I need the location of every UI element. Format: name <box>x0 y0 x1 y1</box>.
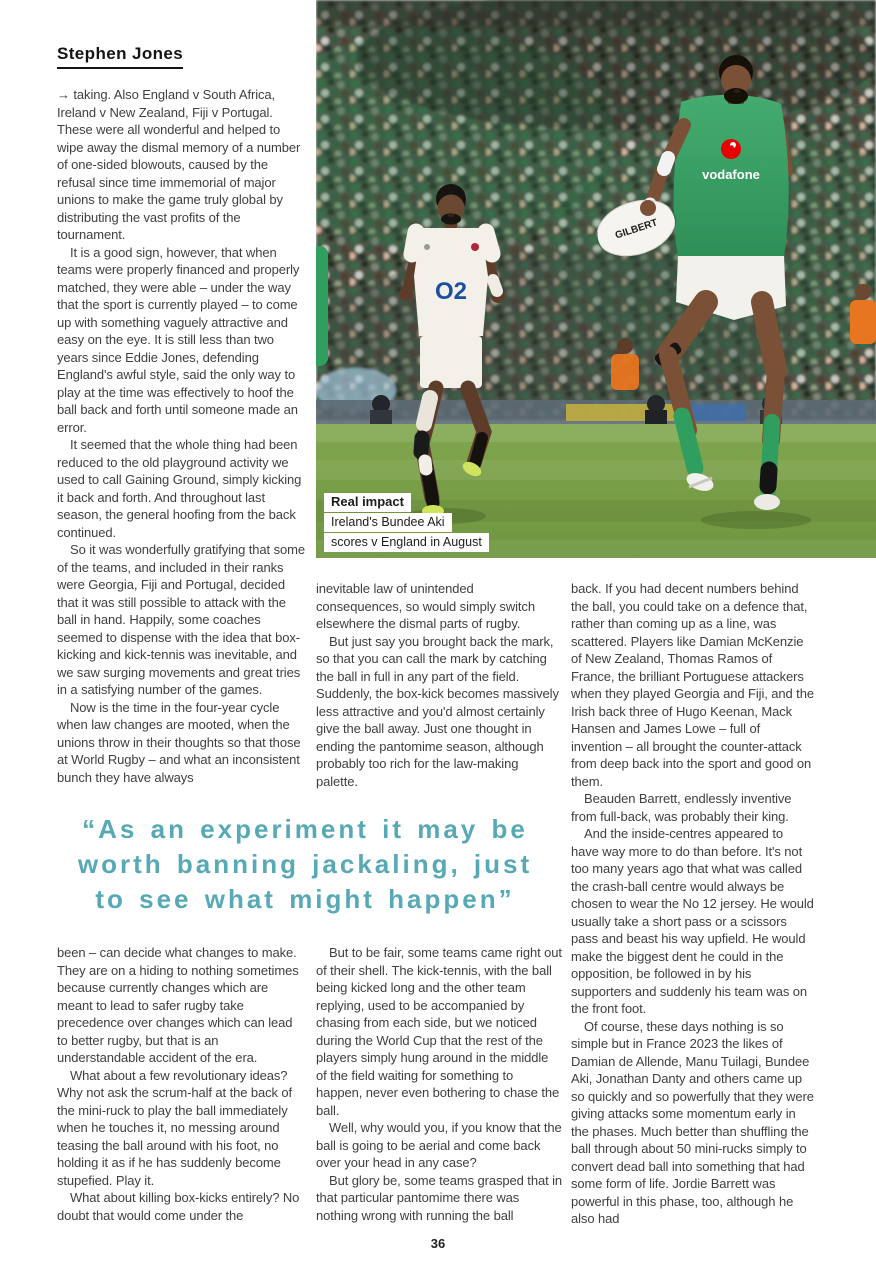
paragraph: It seemed that the whole thing had been reduced to the old playground activity we used to call Gaining Ground, simply kicking it back and forth. And throughout last season, the general hoofing from the back continued. <box>57 437 302 540</box>
england-sponsor-logo-text: O2 <box>434 278 468 305</box>
paragraph: But just say you brought back the mark, so that you can call the mark by catching the ball in full in any part of the field. Suddenly, the box-kick becomes massively less attractive and you'd almost certainly give the ball away. Just one thought in ending the pantomime season, although probably too rich for the law-making palette. <box>316 633 559 789</box>
paragraph: → taking. Also England v South Africa, Ireland v New Zealand, Fiji v Portugal. These were all wonderful and helped to wipe away the dismal memory of a number of one-sided blowouts, caused by the refusal since time immemorial of major unions to make the game truly global by distributing the vast profits of the tournament. <box>57 87 301 242</box>
photo-caption <box>324 493 489 553</box>
photo-illustration <box>316 0 876 558</box>
ball-brand-text: GILBERT <box>613 217 660 242</box>
paragraph: But to be fair, some teams came right out of their shell. The kick-tennis, with the ball being kicked long and the other team replying, used to be accompanied by chasing from each side, but we noticed during the World Cup that the rest of the players simply hung around in the middle of the field waiting for something to happen, never even bothering to chase the ball. <box>316 945 562 1118</box>
paragraph: So it was wonderfully gratifying that some of the teams, and included in their ranks were Georgia, Fiji and Portugal, decided that it was still possible to attack with the ball in hand. Happily, some coaches seemed to dispense with the idea that box-kicking and kick-tennis was inevitable, and we saw surging movements and great tries in a satisfying number of the games. <box>57 542 305 697</box>
paragraph: Well, why would you, if you know that the ball is going to be aerial and come back over your head in any case? <box>316 1120 562 1170</box>
paragraph: back. If you had decent numbers behind the ball, you could take on a defence that, rather than coming up as a line, was scattered. Players like Damian McKenzie of New Zealand, Thomas Ramos of France, the brilliant Portuguese attackers when they played Georgia and Fiji, and the Irish back three of Hugo Keenan, Mack Hansen and James Lowe – full of invention – all brought the counter-attack from deep back into the sport and good on them. <box>571 581 814 789</box>
article-column-2-bottom <box>316 944 562 1224</box>
paragraph: It is a good sign, however, that when teams were properly financed and properly matched, they were able – under the way that the sport is currently played – to come up with something vaguely attractive and easy on the eye. It is still less than two years since Eddie Jones, defending England's awful style, said the only way to play at the time was effectively to hoof the ball back and forth until someone made an error. <box>57 244 300 435</box>
photo-caption-line: Ireland's Bundee Aki <box>324 513 452 532</box>
ireland-sponsor-logo-text: vodafone <box>702 167 760 182</box>
paragraph: Of course, these days nothing is so simple but in France 2023 the likes of Damian de Allende, Manu Tuilagi, Bundee Aki, Jonathan Danty and others came up so quickly and so powerfully that they were giving attacks some momentum early in the phases. Much better than shuffling the ball through about 50 mini-rucks simply to convert dead ball into something that had some form of life. Jordie Barrett was powerful in this phase, too, although he also had <box>571 1018 814 1226</box>
paragraph: been – can decide what changes to make. They are on a hiding to nothing sometimes because currently changes which are meant to lead to safer rugby take precedence over changes which can lead to better rugby, but that is an understandable accident of the era. <box>57 945 299 1065</box>
photo-caption-line: scores v England in August <box>324 533 489 552</box>
page-number: 36 <box>430 1236 446 1251</box>
article-column-2-top <box>316 580 562 790</box>
paragraph: What about killing box-kicks entirely? No doubt that would come under the <box>57 1190 300 1223</box>
paragraph: But glory be, some teams grasped that in that particular pantomime there was nothing wrong with running the ball <box>316 1172 563 1223</box>
photo-caption-title: Real impact <box>324 493 411 512</box>
pull-quote-line: “As an experiment it may be <box>82 814 528 844</box>
article-column-1-bottom <box>57 944 305 1224</box>
paragraph: Now is the time in the four-year cycle when law changes are mooted, when the unions throw in their thoughts so that those at World Rugby – and what an inconsistent bunch they have always <box>57 699 301 785</box>
article-photo <box>316 0 876 558</box>
pull-quote-line: to see what might happen” <box>95 884 515 914</box>
paragraph: And the inside-centres appeared to have way more to do than before. It's not too many years ago that what was called the crash-ball centre would always be chosen to wear the No 12 jersey. He would usually take a short pass or a scissors pass and beast his way upfield. He would make the biggest dent he could in the opposition, be followed in by his supporters and suddenly his team was on the front foot. <box>571 826 814 1016</box>
photo-edge-player <box>316 246 328 366</box>
pull-quote-line: worth banning jackaling, just <box>77 849 533 879</box>
paragraph: What about a few revolutionary ideas? Why not ask the scrum-half at the back of the mini-ruck to play the ball immediately when he touches it, no messing around teasing the ball around with his foot, no holding it as if he has suddenly become stupefied. Play it. <box>57 1067 293 1188</box>
paragraph: Beauden Barrett, endlessly inventive from full-back, was probably their king. <box>571 791 792 824</box>
pull-quote <box>45 812 565 917</box>
paragraph: inevitable law of unintended consequences, so would simply switch elsewhere the dismal parts of rugby. <box>316 581 535 631</box>
article-column-1-top <box>57 86 305 786</box>
photo-crowd <box>316 0 876 420</box>
article-column-3 <box>571 580 814 1228</box>
byline: Stephen Jones <box>57 44 183 69</box>
